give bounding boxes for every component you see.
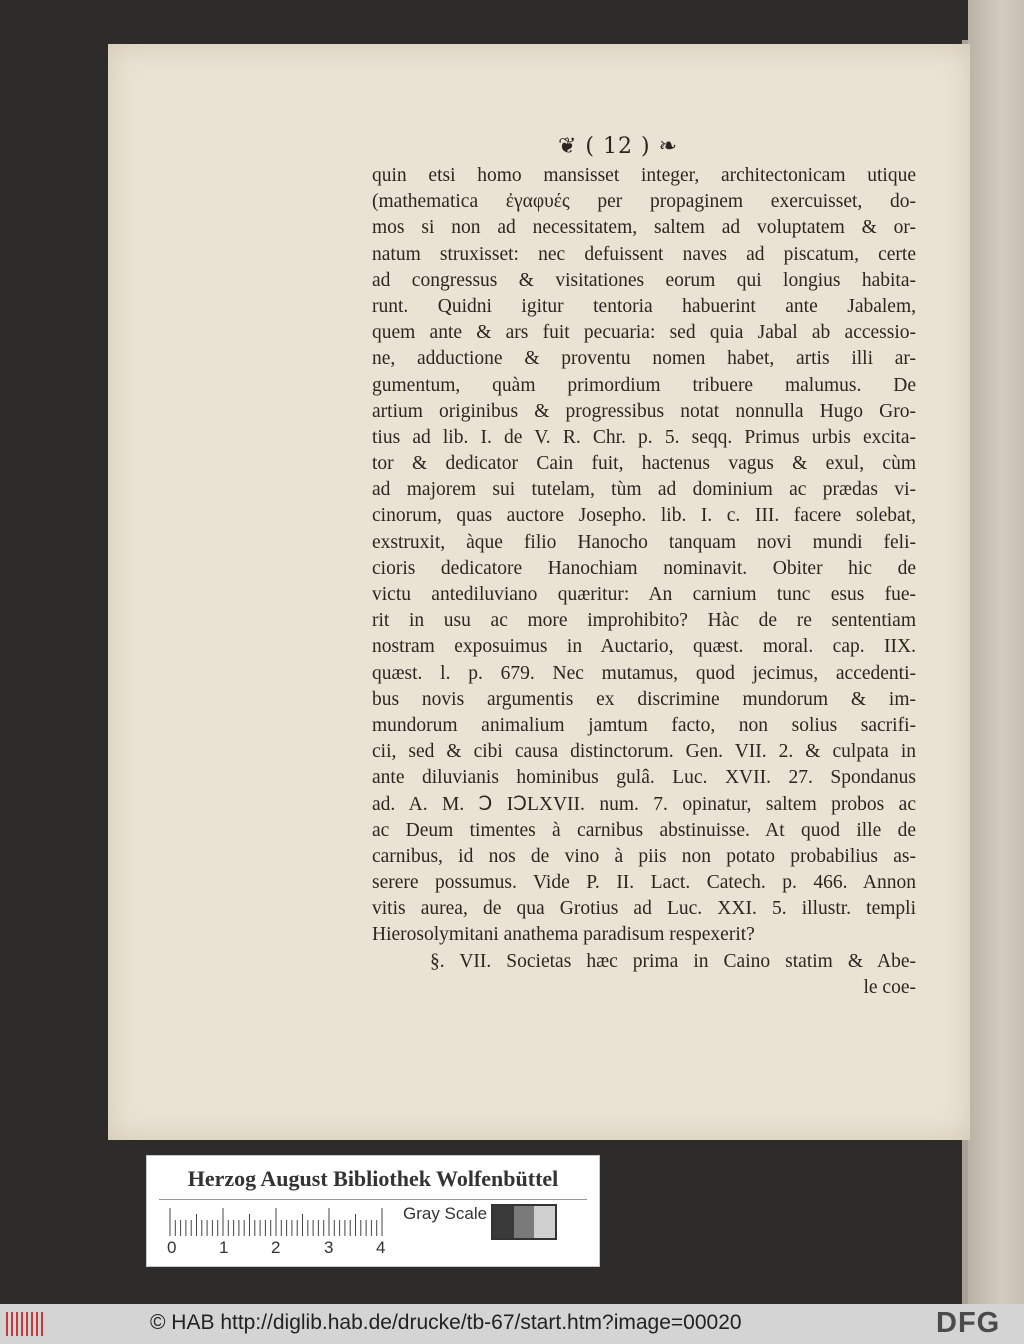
text-line: cioris dedicatore Hanochiam nominavit. Obiter hic de: [372, 557, 916, 579]
logo-bar: [26, 1312, 28, 1336]
catchword: le coe-: [863, 976, 916, 998]
footer-copyright-link[interactable]: © HAB http://diglib.hab.de/drucke/tb-67/start.htm?image=00020: [150, 1311, 742, 1334]
logo-bar: [6, 1312, 8, 1336]
text-line: quem ante & ars fuit pecuaria: sed quia Jabal ab accessio-: [372, 322, 916, 344]
footer-bar: [0, 1304, 1024, 1344]
text-line: carnibus, id nos de vino à piis non potato probabilius as-: [372, 845, 916, 867]
library-label: [146, 1155, 600, 1267]
text-line: natum struxisset: nec defuissent naves ad piscatum, certe: [372, 243, 916, 265]
grayscale-label: Gray Scale: [403, 1204, 488, 1223]
text-line: ad. A. M. Ↄ IↃLXVII. num. 7. opinatur, saltem probos ac: [372, 793, 916, 815]
text-line: gumentum, quàm primordium tribuere malumus. De: [372, 374, 916, 396]
text-line: nostram exposuimus in Auctario, quæst. moral. cap. IIX.: [372, 636, 916, 658]
text-line: rit in usu ac more improhibito? Hàc de re sententiam: [372, 610, 916, 632]
logo-bar: [21, 1312, 23, 1336]
grayscale-step: [514, 1206, 535, 1238]
dfg-logo: DFG: [936, 1307, 1001, 1339]
text-line: ne, adductione & proventu nomen habet, artis illi ar-: [372, 348, 916, 370]
grayscale-step: [493, 1206, 514, 1238]
text-line: cinorum, quas auctore Josepho. lib. I. c. III. facere solebat,: [372, 505, 916, 527]
facing-page: [968, 0, 1024, 1304]
text-line: mundorum animalium jamtum facto, non solius sacrifi-: [372, 714, 916, 736]
text-line: ac Deum timentes à carnibus abstinuisse. At quod ille de: [372, 819, 916, 841]
text-line: quæst. l. p. 679. Nec mutamus, quod jecimus, accedenti-: [372, 662, 916, 684]
text-line: §. VII. Societas hæc prima in Caino statim & Abe-: [430, 950, 916, 972]
hab-logo-icon: [6, 1312, 43, 1336]
grayscale-step: [534, 1206, 555, 1238]
logo-bar: [11, 1312, 13, 1336]
text-line: tor & dedicator Cain fuit, hactenus vagus & exul, cùm: [372, 453, 916, 475]
ruler-number: 0: [167, 1238, 177, 1257]
page-text: [372, 163, 916, 1001]
ruler-scale: [167, 1208, 387, 1238]
text-line: serere possumus. Vide P. II. Lact. Catech. p. 466. Annon: [372, 872, 916, 894]
logo-bar: [36, 1312, 38, 1336]
text-line: runt. Quidni igitur tentoria habuerint ante Jabalem,: [372, 295, 916, 317]
ruler-number: 1: [219, 1238, 229, 1257]
text-line: victu antediluviano quæritur: An carnium tunc esus fue-: [372, 584, 916, 605]
text-line: ante diluvianis hominibus gulâ. Luc. XVII. 27. Spondanus: [372, 767, 916, 789]
text-line: bus novis argumentis ex discrimine mundorum & im-: [372, 688, 916, 710]
ruler-number: 3: [324, 1238, 334, 1257]
grayscale-swatch: [491, 1204, 557, 1240]
text-line: (mathematica ἐγαφυές per propaginem exercuisset, do-: [372, 191, 916, 213]
text-line: quin etsi homo mansisset integer, architectonicam utique: [372, 165, 916, 186]
library-title: Herzog August Bibliothek Wolfenbüttel: [187, 1166, 559, 1191]
text-line: artium originibus & progressibus notat nonnulla Hugo Gro-: [372, 400, 916, 422]
ruler-number: 2: [271, 1238, 281, 1257]
text-line: mos si non ad necessitatem, saltem ad voluptatem & or-: [372, 217, 916, 239]
text-line: Hierosolymitani anathema paradisum respexerit?: [372, 924, 755, 946]
text-line: vitis aurea, de qua Grotius ad Luc. XXI. 5. illustr. templi: [372, 898, 916, 920]
page-header: ❦ ( 12 ) ❧: [558, 134, 678, 159]
text-line: exstruxit, àque filio Hanocho tanquam novi mundi feli-: [372, 531, 916, 553]
logo-bar: [16, 1312, 18, 1336]
text-line: cii, sed & cibi causa distinctorum. Gen. VII. 2. & culpata in: [372, 741, 916, 763]
logo-bar: [41, 1312, 43, 1336]
label-divider: [159, 1199, 587, 1200]
text-line: tius ad lib. I. de V. R. Chr. p. 5. seqq. Primus urbis excita-: [372, 426, 916, 448]
logo-bar: [31, 1312, 33, 1336]
text-line: ad congressus & visitationes eorum qui longius habita-: [372, 269, 916, 291]
ruler-number: 4: [376, 1238, 386, 1257]
text-line: ad majorem sui tutelam, tùm ad dominium ac prædas vi-: [372, 479, 916, 501]
